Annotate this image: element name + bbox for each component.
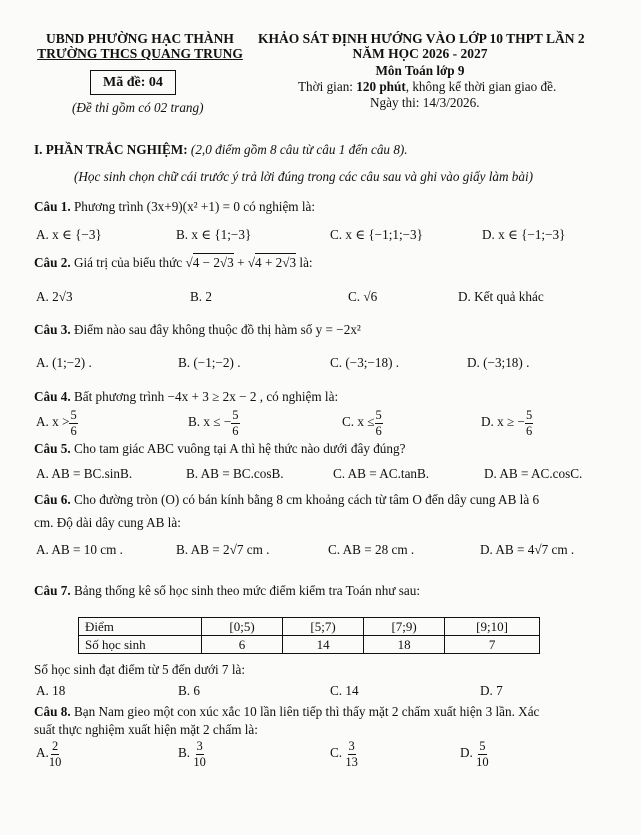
- question-label: Câu 2.: [34, 255, 71, 270]
- exam-title: KHẢO SÁT ĐỊNH HƯỚNG VÀO LỚP 10 THPT LẦN 2: [258, 31, 585, 46]
- fraction: [231, 409, 239, 437]
- fraction: [375, 409, 383, 437]
- exam-code-box: Mã đề: 04: [90, 70, 176, 95]
- question-text-end: là:: [296, 255, 313, 270]
- option-prefix: A.: [36, 745, 49, 761]
- pages-note: (Đề thi gồm có 02 trang): [72, 100, 204, 115]
- q2-option-c[interactable]: C. √6: [348, 289, 378, 304]
- question-5: [34, 441, 405, 457]
- option-prefix: C.: [330, 745, 343, 761]
- q2-option-a[interactable]: A. 2√3: [36, 289, 73, 304]
- q7-option-a[interactable]: A. 18: [36, 683, 66, 698]
- section-heading: [34, 142, 408, 158]
- fraction: [345, 740, 358, 768]
- question-4: [34, 389, 338, 405]
- section-instruction: (Học sinh chọn chữ cái trước ý trả lời đúng trong các câu sau và ghi vào giấy làm bài): [74, 169, 534, 184]
- table-cell: 7: [445, 636, 540, 654]
- q4-option-b[interactable]: [188, 409, 240, 437]
- radicand: 4 − 2√3: [192, 255, 234, 270]
- q2-option-d[interactable]: D. Kết quả khác: [458, 289, 544, 304]
- q4-option-c[interactable]: [342, 409, 383, 437]
- q7-option-d[interactable]: D. 7: [480, 683, 503, 698]
- q4-option-d[interactable]: [481, 409, 533, 437]
- question-text: Cho đường tròn (O) có bán kính bằng 8 cm khoảng cách từ tâm O đến dây cung AB là 6: [70, 492, 540, 507]
- denominator: 6: [70, 423, 77, 438]
- question-1: [34, 199, 315, 215]
- q1-option-d[interactable]: D. x ∈ {−1;−3}: [482, 227, 566, 242]
- q3-option-b[interactable]: B. (−1;−2) .: [178, 355, 241, 370]
- fraction: [525, 409, 533, 437]
- time-label: Thời gian:: [298, 79, 357, 94]
- numerator: 3: [196, 739, 203, 753]
- denominator: 6: [375, 423, 382, 438]
- q6-option-d[interactable]: D. AB = 4√7 cm .: [480, 542, 575, 557]
- q6-option-a[interactable]: A. AB = 10 cm .: [36, 542, 123, 557]
- denominator: 13: [345, 754, 358, 769]
- question-label: Câu 5.: [34, 441, 71, 456]
- numerator: 2: [51, 739, 59, 753]
- q5-option-c[interactable]: C. AB = AC.tanB.: [333, 466, 430, 481]
- question-7: [34, 583, 420, 599]
- fraction: [69, 409, 77, 437]
- option-prefix: D. x ≥ −: [481, 414, 525, 430]
- table-cell: [7;9): [364, 618, 445, 636]
- q3-option-c[interactable]: C. (−3;−18) .: [330, 355, 400, 370]
- subject: Môn Toán lớp 9: [375, 63, 465, 78]
- option-prefix: A. x >: [36, 414, 70, 430]
- numerator: 5: [525, 408, 533, 422]
- denominator: 6: [525, 423, 533, 438]
- numerator: 5: [479, 739, 486, 753]
- question-8: [34, 704, 539, 720]
- question-text: Cho tam giác ABC vuông tại A thì hệ thức nào dưới đây đúng?: [70, 441, 406, 456]
- q8-option-d[interactable]: [460, 740, 489, 768]
- q5-option-a[interactable]: A. AB = BC.sinB.: [36, 466, 133, 481]
- exam-date: Ngày thi: 14/3/2026.: [370, 95, 480, 110]
- denominator: 10: [476, 754, 489, 769]
- q6-option-c[interactable]: C. AB = 28 cm .: [328, 542, 415, 557]
- question-label: Câu 1.: [34, 199, 71, 214]
- numerator: 5: [70, 408, 77, 422]
- q1-option-b[interactable]: B. x ∈ {1;−3}: [176, 227, 252, 242]
- question-label: Câu 8.: [34, 704, 71, 719]
- plus-sign: +: [233, 255, 248, 270]
- table-cell: 6: [202, 636, 283, 654]
- table-cell: Điểm: [79, 618, 202, 636]
- question-label: Câu 6.: [34, 492, 71, 507]
- question-2: [34, 255, 313, 271]
- table-cell: 14: [283, 636, 364, 654]
- time-value: 120 phút: [356, 79, 406, 94]
- q6-option-b[interactable]: B. AB = 2√7 cm .: [176, 542, 270, 557]
- q7-option-c[interactable]: C. 14: [330, 683, 359, 698]
- question-6-cont: cm. Độ dài dây cung AB là:: [34, 515, 181, 530]
- question-3: [34, 322, 361, 338]
- q7-question: Số học sinh đạt điểm từ 5 đến dưới 7 là:: [34, 662, 245, 677]
- table-row: [79, 636, 540, 654]
- q5-option-b[interactable]: B. AB = BC.cosB.: [186, 466, 284, 481]
- option-prefix: B.: [178, 745, 191, 761]
- option-prefix: C. x ≤: [342, 414, 375, 430]
- question-label: Câu 4.: [34, 389, 71, 404]
- denominator: 6: [232, 423, 239, 438]
- denominator: 10: [193, 754, 206, 769]
- sqrt-sign: √: [247, 255, 256, 270]
- q2-option-b[interactable]: B. 2: [190, 289, 212, 304]
- q3-option-d[interactable]: D. (−3;18) .: [467, 355, 530, 370]
- fraction: [476, 740, 489, 768]
- q4-option-a[interactable]: [36, 409, 78, 437]
- question-label: Câu 3.: [34, 322, 71, 337]
- q8-option-c[interactable]: [330, 740, 358, 768]
- numerator: 5: [375, 408, 382, 422]
- question-text: Phương trình (3x+9)(x² +1) = 0 có nghiệm là:: [70, 199, 316, 214]
- org-name: UBND PHƯỜNG HẠC THÀNH: [46, 31, 234, 46]
- q1-option-c[interactable]: C. x ∈ {−1;1;−3}: [330, 227, 423, 242]
- table-cell: [0;5): [202, 618, 283, 636]
- section-title: I. PHẦN TRẮC NGHIỆM:: [34, 142, 188, 157]
- question-text: Bất phương trình −4x + 3 ≥ 2x − 2 , có nghiệm là:: [70, 389, 339, 404]
- question-text: Giá trị của biểu thức: [70, 255, 186, 270]
- time-rest: , không kể thời gian giao đề.: [405, 79, 557, 94]
- q3-option-a[interactable]: A. (1;−2) .: [36, 355, 92, 370]
- sqrt-sign: √: [185, 255, 193, 270]
- table-row: [79, 618, 540, 636]
- time-line: [298, 79, 556, 95]
- fraction: [193, 740, 206, 768]
- q8-option-a[interactable]: [36, 740, 61, 768]
- radicand: 4 + 2√3: [255, 255, 297, 270]
- table-cell: [5;7): [283, 618, 364, 636]
- section-note: (2,0 điểm gồm 8 câu từ câu 1 đến câu 8).: [187, 142, 408, 157]
- q5-option-d[interactable]: D. AB = AC.cosC.: [484, 466, 583, 481]
- school-year: NĂM HỌC 2026 - 2027: [352, 46, 488, 61]
- option-prefix: B. x ≤ −: [188, 414, 232, 430]
- school-name: TRƯỜNG THCS QUANG TRUNG: [37, 46, 243, 61]
- q1-option-a[interactable]: A. x ∈ {−3}: [36, 227, 102, 242]
- question-8-cont: suất thực nghiệm xuất hiện mặt 2 chấm là:: [34, 722, 258, 737]
- question-label: Câu 7.: [34, 583, 71, 598]
- question-6: [34, 492, 539, 508]
- question-text: Bạn Nam gieo một con xúc xắc 10 lần liên tiếp thì thấy mặt 2 chấm xuất hiện 3 lần. Xác: [70, 704, 540, 719]
- question-text: Bảng thống kê số học sinh theo mức điểm kiểm tra Toán như sau:: [70, 583, 420, 598]
- option-prefix: D.: [460, 745, 473, 761]
- numerator: 3: [348, 739, 355, 753]
- question-text: Điểm nào sau đây không thuộc đồ thị hàm số y = −2x²: [70, 322, 361, 337]
- table-cell: Số học sinh: [79, 636, 202, 654]
- q7-option-b[interactable]: B. 6: [178, 683, 200, 698]
- numerator: 5: [232, 408, 239, 422]
- stats-table: [78, 617, 540, 654]
- q8-option-b[interactable]: [178, 740, 206, 768]
- fraction: [49, 740, 62, 768]
- table-cell: 18: [364, 636, 445, 654]
- table-cell: [9;10]: [445, 618, 540, 636]
- denominator: 10: [48, 754, 62, 769]
